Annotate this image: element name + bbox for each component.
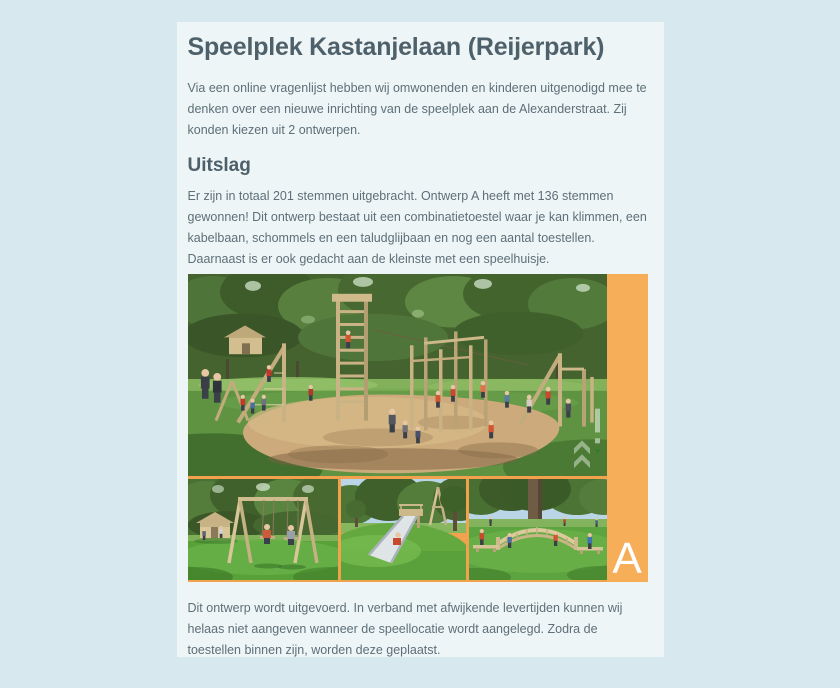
thumbnail-row bbox=[188, 479, 607, 580]
swing-set-thumbnail bbox=[188, 479, 338, 580]
section-heading-uitslag: Uitslag bbox=[187, 155, 251, 176]
slide-thumbnail bbox=[341, 479, 466, 580]
closing-paragraph: Dit ontwerp wordt uitgevoerd. In verband met afwijkende levertijden kunnen wij helaas niet aangeven wanneer de speellocatie wordt aangelegd. Zodra de toestellen binnen zijn, worden deze geplaatst. bbox=[187, 600, 623, 657]
result-paragraph: Er zijn in totaal 201 stemmen uitgebracht. Ontwerp A heeft met 136 stemmen gewonnen! Dit ontwerp bestaat uit een combinatietoestel waar je kan klimmen, een kabelbaan, schommels en een taludglijbaan en nog een aantal toestellen. Daarnaast is er ook gedacht aan de kleinste met een speelhuisje. bbox=[187, 188, 647, 266]
design-a-sidebar bbox=[607, 274, 648, 582]
article-card bbox=[177, 22, 664, 657]
woodchip-area bbox=[243, 394, 559, 473]
design-label-a: A bbox=[612, 533, 642, 583]
intro-paragraph: Via een online vragenlijst hebben wij omwonenden en kinderen uitgenodigd mee te denken over een nieuwe inrichting van de speelplek aan de Alexanderstraat. Zij konden kiezen uit 2 ontwerpen. bbox=[187, 81, 647, 137]
design-photo-grid bbox=[188, 274, 607, 580]
playground-main-render bbox=[188, 274, 607, 476]
page-title: Speelplek Kastanjelaan (Reijerpark) bbox=[187, 33, 605, 61]
balance-course-thumbnail bbox=[469, 479, 607, 580]
design-a-figure bbox=[188, 274, 648, 582]
